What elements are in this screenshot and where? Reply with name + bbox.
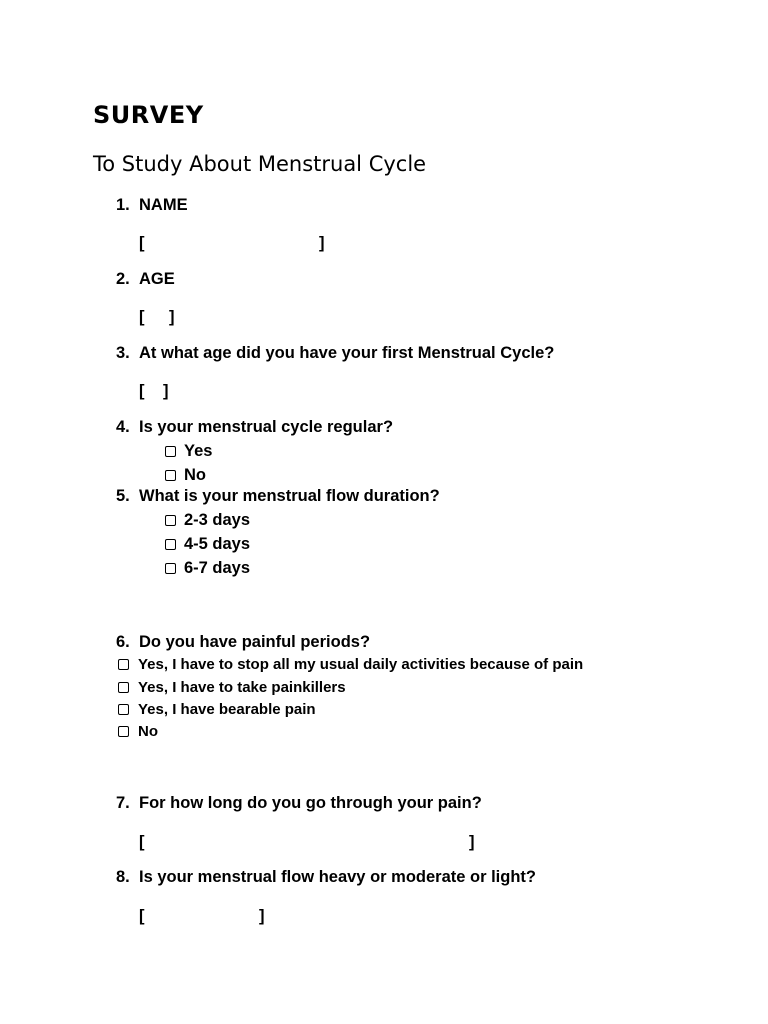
question-number: 7. [116, 794, 130, 812]
bracket-close: ] [163, 382, 169, 400]
option-yes[interactable] [165, 442, 212, 461]
checkbox[interactable] [118, 704, 129, 715]
option-6-7-days[interactable] [165, 559, 250, 578]
question-number: 5. [116, 487, 130, 505]
pain-duration-field[interactable] [139, 833, 484, 855]
bracket-open: [ [139, 907, 145, 925]
question-text: AGE [139, 270, 175, 288]
question-number: 4. [116, 418, 130, 436]
name-field[interactable] [139, 234, 329, 256]
flow-intensity-field[interactable] [139, 907, 274, 929]
checkbox[interactable] [165, 563, 176, 574]
question-text: For how long do you go through your pain? [139, 794, 482, 812]
checkbox[interactable] [118, 682, 129, 693]
checkbox[interactable] [165, 515, 176, 526]
option-label: Yes, I have bearable pain [138, 701, 316, 718]
option-label: Yes, I have to take painkillers [138, 679, 346, 696]
option-painkillers[interactable] [118, 679, 346, 696]
survey-title: SURVEY [93, 101, 204, 129]
question-text: Is your menstrual flow heavy or moderate or light? [139, 868, 536, 886]
question-text: Do you have painful periods? [139, 633, 371, 651]
option-label: Yes [184, 442, 213, 460]
checkbox[interactable] [165, 470, 176, 481]
option-label: 6-7 days [184, 559, 251, 577]
option-stop-activities[interactable] [118, 656, 583, 673]
option-2-3-days[interactable] [165, 511, 250, 530]
bracket-open: [ [139, 308, 145, 326]
option-label: Yes, I have to stop all my usual daily activities because of pain [138, 656, 584, 673]
question-text: Is your menstrual cycle regular? [139, 418, 394, 436]
survey-subtitle: To Study About Menstrual Cycle [93, 152, 427, 176]
question-number: 2. [116, 270, 130, 288]
question-text: NAME [139, 196, 188, 214]
question-number: 8. [116, 868, 130, 886]
bracket-close: ] [319, 234, 325, 252]
checkbox[interactable] [165, 446, 176, 457]
question-text: What is your menstrual flow duration? [139, 487, 440, 505]
question-text: At what age did you have your first Menstrual Cycle? [139, 344, 555, 362]
option-bearable-pain[interactable] [118, 701, 316, 718]
bracket-open: [ [139, 833, 145, 851]
option-label: No [138, 723, 158, 740]
question-number: 6. [116, 633, 130, 651]
option-label: 4-5 days [184, 535, 251, 553]
option-label: 2-3 days [184, 511, 251, 529]
option-no-pain[interactable] [118, 723, 158, 740]
checkbox[interactable] [165, 539, 176, 550]
bracket-open: [ [139, 382, 145, 400]
question-number: 1. [116, 196, 130, 214]
bracket-open: [ [139, 234, 145, 252]
age-field[interactable] [139, 308, 179, 330]
first-cycle-age-field[interactable] [139, 382, 175, 404]
bracket-close: ] [259, 907, 265, 925]
checkbox[interactable] [118, 659, 129, 670]
option-label: No [184, 466, 206, 484]
option-4-5-days[interactable] [165, 535, 250, 554]
bracket-close: ] [169, 308, 175, 326]
option-no[interactable] [165, 466, 206, 485]
checkbox[interactable] [118, 726, 129, 737]
bracket-close: ] [469, 833, 475, 851]
question-number: 3. [116, 344, 130, 362]
